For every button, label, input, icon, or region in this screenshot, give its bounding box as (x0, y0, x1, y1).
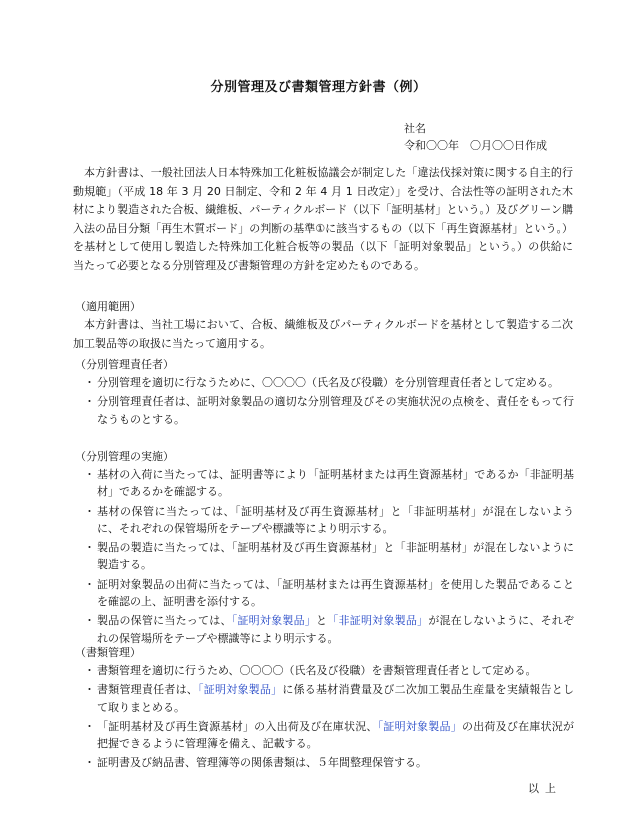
list-item (84, 576, 574, 611)
documents-heading: （書類管理） (75, 646, 141, 659)
bullet-mark: ・ (84, 395, 95, 409)
list-item (84, 754, 574, 771)
closing-mark: 以上 (528, 782, 562, 795)
bullet-mark: ・ (84, 504, 95, 518)
list-item-text-part: に係る基材消費量及び二次加工製品生産量を実績報告として取りまとめる。 (97, 683, 575, 714)
creation-date: 令和〇〇年 〇月〇〇日作成 (404, 139, 547, 152)
list-item-text: 分別管理責任者は、証明対象製品の適切な分別管理及びその実施状況の点検を、責任をもって行なうものとする。 (97, 395, 574, 426)
bullet-mark: ・ (84, 756, 95, 770)
implementation-heading: （分別管理の実施） (75, 450, 174, 463)
scope-heading: （適用範囲） (75, 300, 141, 313)
list-item-text-part: 製品の保管に当たっては、 (97, 614, 232, 628)
list-item-text: 基材の保管に当たっては、「証明基材及び再生資源基材」と「非証明基材」が混在しないように、それぞれの保管場所をテープや標識等により明示する。 (97, 504, 574, 535)
implementation-list (84, 466, 574, 649)
bullet-mark: ・ (84, 577, 95, 591)
list-item (84, 539, 574, 574)
document-meta (404, 120, 547, 154)
bullet-mark: ・ (84, 541, 95, 555)
list-item-text: 書類管理を適切に行うため、〇〇〇〇（氏名及び役職）を書類管理責任者として定める。 (97, 664, 537, 677)
list-item (84, 718, 574, 753)
scope-paragraph: 本方針書は、当社工場において、合板、繊維板及びパーティクルボードを基材として製造する二次加工製品等の取扱に当たって適用する。 (73, 318, 573, 350)
bullet-mark: ・ (84, 719, 95, 733)
list-item-text-part: が混在しないように、それぞれの保管場所をテープや標識等により明示する。 (97, 614, 575, 645)
highlighted-term: 「証明対象製品」 (231, 614, 317, 628)
bullet-mark: ・ (84, 614, 95, 628)
highlighted-term: 「証明対象製品」 (377, 719, 462, 733)
list-item (84, 374, 574, 391)
list-item (84, 503, 574, 538)
documents-list (84, 662, 574, 774)
intro-paragraph: 本方針書は、一般社団法人日本特殊加工化粧板協議会が制定した「違法伐採対策に関する自主的行動規範」（平成 18 年 3 月 20 日制定、令和 2 年 4 月 1 日改定）」を受け、合法性等の証明された木材により製造された合板、繊維板、パーティクルボード（以下「証明基材」という。）及びグリーン購入法の品目分類「再生木質ボード」の判断の基準①に該当するもの（以下「再生資源基材」という。）を基材として使用し製造した特殊加工化粧合板等の製品（以下「証明対象製品」という。）の供給に当たって必要となる分別管理及び書類管理の方針を定めたものである。 (73, 166, 573, 272)
document-title: 分別管理及び書類管理方針書（例） (210, 80, 427, 95)
bullet-mark: ・ (84, 683, 95, 697)
list-item (84, 393, 574, 428)
highlighted-term: 「証明対象製品」 (198, 683, 283, 697)
list-item (84, 612, 574, 647)
bullet-mark: ・ (84, 376, 95, 389)
bullet-mark: ・ (84, 468, 95, 481)
bullet-mark: ・ (84, 664, 95, 677)
list-item (84, 662, 574, 679)
list-item-text: 基材の入荷に当たっては、証明書等により「証明基材または再生資源基材」であるか「非証明基材」であるかを確認する。 (97, 468, 574, 499)
manager-heading: （分別管理責任者） (75, 358, 174, 371)
list-item-text-part: と (316, 614, 328, 628)
list-item-text: 証明書及び納品書、管理簿等の関係書類は、５年間整理保管する。 (97, 756, 427, 770)
list-item-text-part: 書類管理責任者は、 (97, 683, 199, 697)
list-item (84, 681, 574, 716)
list-item-text: 証明対象製品の出荷に当たっては、「証明基材または再生資源基材」を使用した製品であることを確認の上、証明書を添付する。 (97, 577, 574, 609)
highlighted-term: 「非証明対象製品」 (327, 614, 429, 628)
list-item-text-part: の出荷及び在庫状況が把握できるように管理簿を備え、記載する。 (97, 719, 575, 751)
list-item-text: 分別管理を適切に行なうために、〇〇〇〇（氏名及び役職）を分別管理責任者として定める。 (97, 376, 559, 389)
list-item-text-part: 「証明基材及び再生資源基材」の入出荷及び在庫状況、 (97, 719, 378, 733)
manager-list (84, 374, 574, 430)
list-item (84, 466, 574, 501)
list-item-text: 製品の製造に当たっては、「証明基材及び再生資源基材」と「非証明基材」が混在しないように製造する。 (97, 541, 574, 572)
company-name: 社名 (404, 122, 426, 135)
